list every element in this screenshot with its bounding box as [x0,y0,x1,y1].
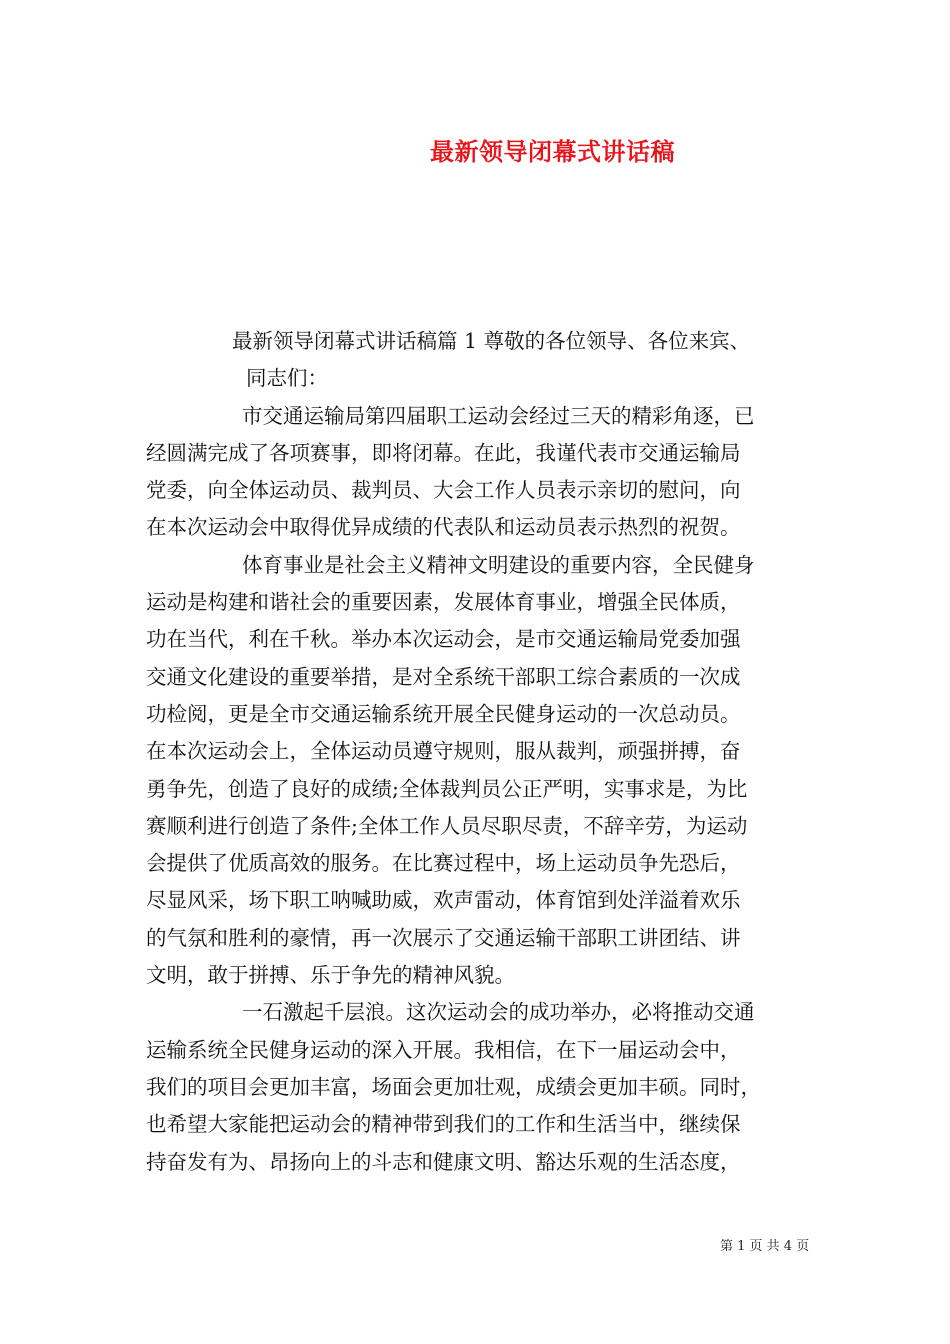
paragraph-line: 经圆满完成了各项赛事，即将闭幕。在此，我谨代表市交通运输局 [146,440,741,465]
paragraph-line: 尽显风采，场下职工呐喊助威，欢声雷动，体育馆到处洋溢着欢乐 [146,888,741,913]
page-footer: 第 1 页 共 4 页 [720,1239,810,1254]
paragraph-line: 文明，敢于拼搏、乐于争先的精神风貌。 [146,963,515,988]
salutation: 同志们： [246,366,328,391]
paragraph-line: 功检阅，更是全市交通运输系统开展全民健身运动的一次总动员。 [146,701,741,726]
paragraph-line: 的气氛和胜利的豪情，再一次展示了交通运输干部职工讲团结、讲 [146,925,741,950]
paragraph-line: 功在当代，利在千秋。举办本次运动会，是市交通运输局党委加强 [146,627,741,652]
paragraph-line: 运动是构建和谐社会的重要因素，发展体育事业，增强全民体质， [146,590,741,615]
paragraph-line: 一石激起千层浪。这次运动会的成功举办，必将推动交通 [242,1000,755,1025]
paragraph-line: 交通文化建设的重要举措，是对全系统干部职工综合素质的一次成 [146,664,741,689]
document-title: 最新领导闭幕式讲话稿 [430,137,675,166]
paragraph-line: 运输系统全民健身运动的深入开展。我相信，在下一届运动会中， [146,1037,741,1062]
paragraph-line: 我们的项目会更加丰富，场面会更加壮观，成绩会更加丰硕。同时， [146,1074,761,1099]
paragraph-line: 市交通运输局第四届职工运动会经过三天的精彩角逐，已 [242,403,755,428]
paragraph-line: 在本次运动会上，全体运动员遵守规则，服从裁判，顽强拼搏，奋 [146,739,741,764]
paragraph-1 [146,398,808,547]
paragraph-2 [146,547,808,995]
paragraph-line: 党委，向全体运动员、裁判员、大会工作人员表示亲切的慰问，向 [146,478,741,503]
paragraph-line: 在本次运动会中取得优异成绩的代表队和运动员表示热烈的祝贺。 [146,515,741,540]
document-body [146,323,808,1181]
paragraph-line: 持奋发有为、昂扬向上的斗志和健康文明、豁达乐观的生活态度， [146,1149,741,1174]
paragraph-line: 赛顺利进行创造了条件;全体工作人员尽职尽责，不辞辛劳，为运动 [146,813,748,838]
paragraph-3 [146,994,808,1180]
paragraph-line: 会提供了优质高效的服务。在比赛过程中，场上运动员争先恐后， [146,851,741,876]
intro-line: 最新领导闭幕式讲话稿篇 1 尊敬的各位领导、各位来宾、 [232,329,751,353]
paragraph-line: 勇争先，创造了良好的成绩;全体裁判员公正严明，实事求是，为比 [146,776,748,801]
paragraph-line: 体育事业是社会主义精神文明建设的重要内容，全民健身 [242,552,755,577]
paragraph-line: 也希望大家能把运动会的精神带到我们的工作和生活当中，继续保 [146,1112,741,1137]
